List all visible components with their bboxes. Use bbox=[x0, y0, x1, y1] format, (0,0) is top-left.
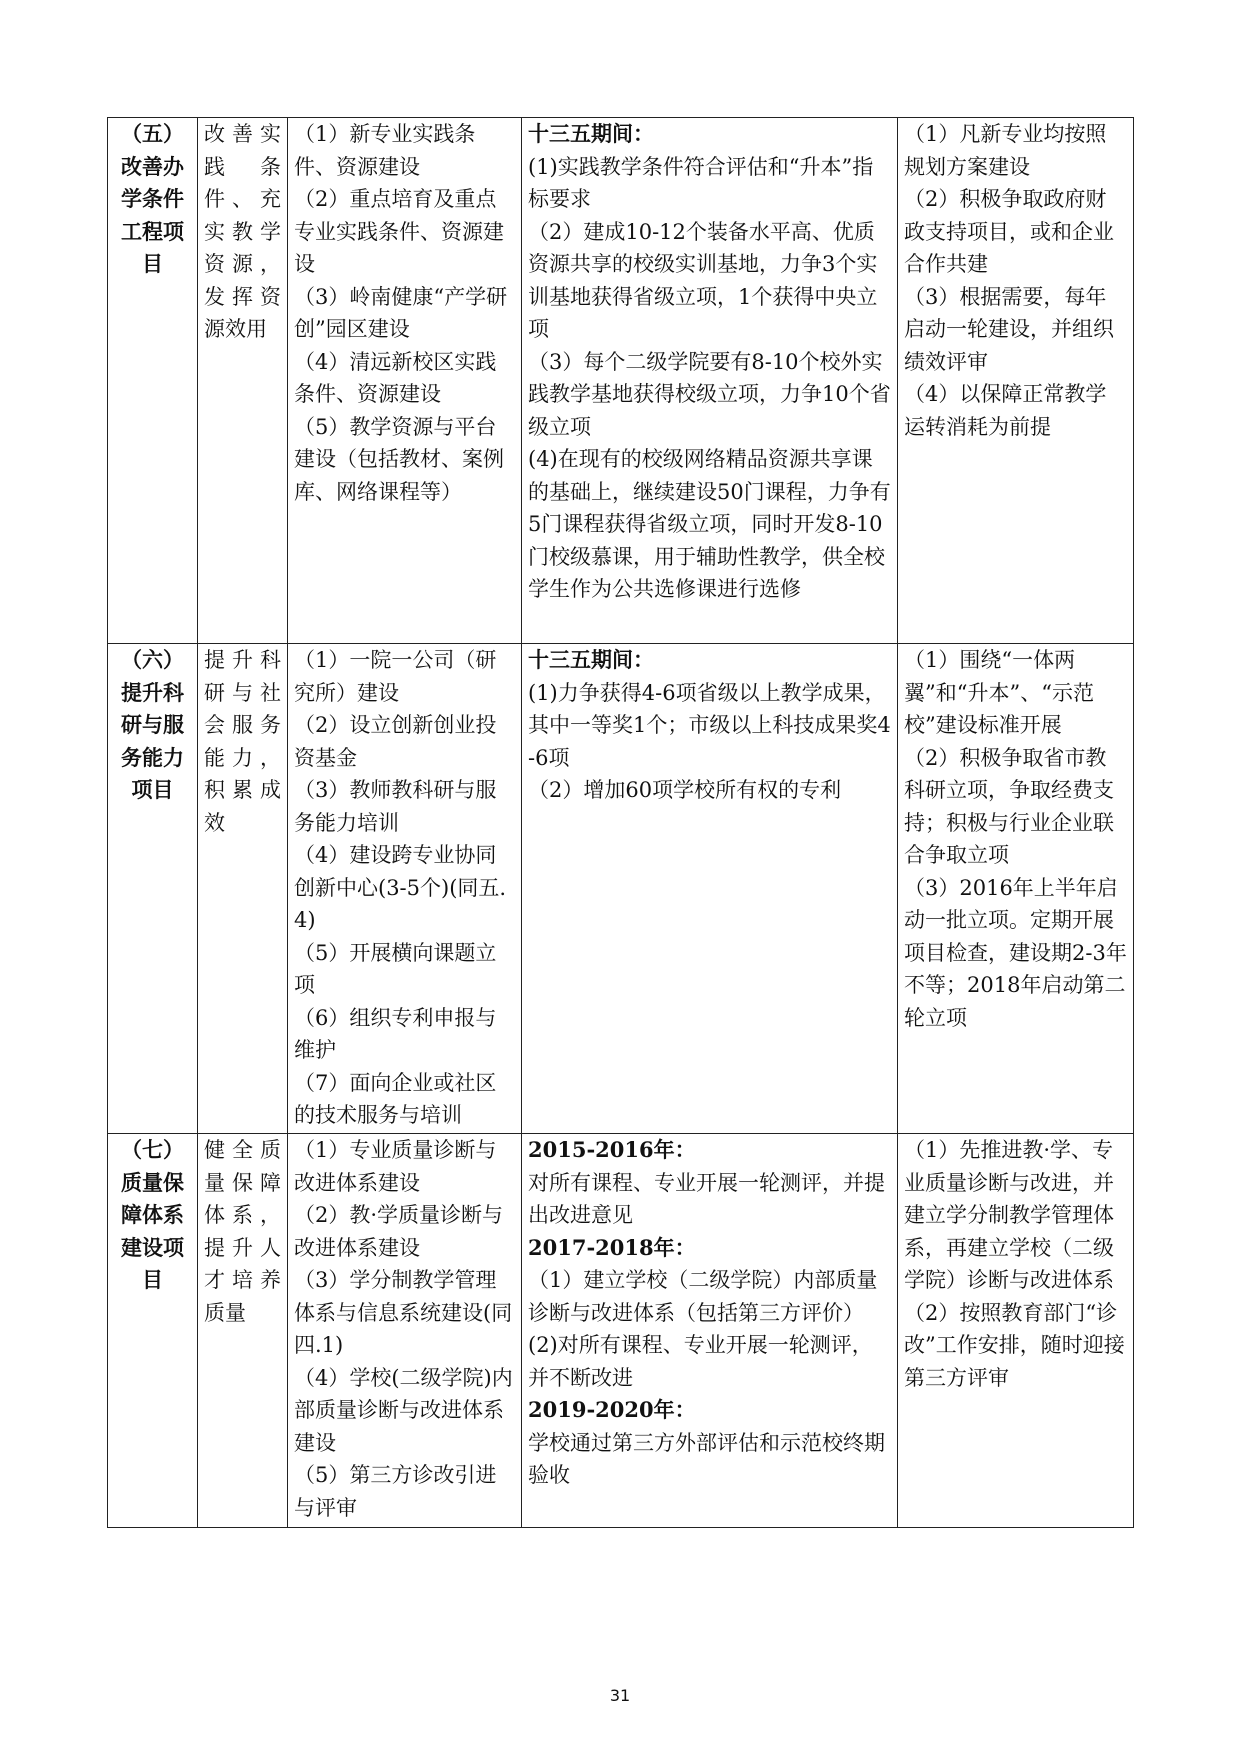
list-item: （5）教学资源与平台建设（包括教材、案例库、网络课程等） bbox=[294, 414, 504, 504]
list-item: （5）第三方诊改引进与评审 bbox=[294, 1463, 497, 1520]
list-item: （4）建设跨专业协同创新中心(3-5个)(同五.4) bbox=[294, 843, 507, 932]
list-item: 对所有课程、专业开展一轮测评，并提出改进意见 bbox=[528, 1170, 885, 1227]
project-items bbox=[288, 1134, 522, 1528]
table-row bbox=[108, 118, 1134, 644]
list-item: （2）教·学质量诊断与改进体系建设 bbox=[294, 1203, 504, 1260]
project-table bbox=[107, 117, 1134, 1528]
list-item: (4)在现有的校级网络精品资源共享课的基础上，继续建设50门课程，力争有5门课程获得省级立项，同时开发8-10门校级慕课，用于辅助性教学，供全校学生作为公共选修课进行选修 bbox=[528, 447, 891, 601]
project-measures bbox=[898, 644, 1134, 1134]
project-items bbox=[288, 644, 522, 1134]
list-item: (2)对所有课程、专业开展一轮测评，并不断改进 bbox=[528, 1333, 873, 1390]
project-measures bbox=[898, 1134, 1134, 1528]
project-measures bbox=[898, 118, 1134, 644]
list-item: （5）开展横向课题立项 bbox=[294, 940, 497, 997]
project-targets bbox=[522, 1134, 898, 1528]
project-name: （六）提升科研与服务能力项目 bbox=[108, 644, 198, 1134]
list-item: （1）新专业实践条件、资源建设 bbox=[294, 122, 476, 179]
project-targets bbox=[522, 118, 898, 644]
list-item: （4）学校(二级学院)内部质量诊断与改进体系建设 bbox=[294, 1365, 513, 1455]
project-goal: 改善实践条件、充实教学资源，发挥资源效用 bbox=[198, 118, 288, 644]
page-number: 31 bbox=[609, 1686, 631, 1705]
list-item: （2）积极争取政府财政支持项目，或和企业合作共建 bbox=[904, 187, 1114, 276]
list-item: （2）增加60项学校所有权的专利 bbox=[528, 778, 842, 802]
list-item: （1）凡新专业均按照规划方案建设 bbox=[904, 122, 1107, 179]
list-item: （1）围绕“一体两翼”和“升本”、“示范校”建设标准开展 bbox=[904, 648, 1094, 737]
list-item: （1）一院一公司（研究所）建设 bbox=[294, 648, 497, 705]
project-targets bbox=[522, 644, 898, 1134]
table-row bbox=[108, 1134, 1134, 1528]
list-item: （2）按照教育部门“诊改”工作安排，随时迎接第三方评审 bbox=[904, 1300, 1125, 1390]
list-item: （3）学分制教学管理体系与信息系统建设(同四.1) bbox=[294, 1268, 513, 1357]
list-item: （1）建立学校（二级学院）内部质量诊断与改进体系（包括第三方评价） bbox=[528, 1268, 878, 1325]
list-item: （4）以保障正常教学运转消耗为前提 bbox=[904, 382, 1107, 439]
list-item: （2）建成10-12个装备水平高、优质资源共享的校级实训基地，力争3个实训基地获得省级立项，1个获得中央立项 bbox=[528, 219, 878, 341]
project-goal: 健全质量保障体系，提升人才培养质量 bbox=[198, 1134, 288, 1528]
list-item: (1)力争获得4-6项省级以上教学成果，其中一等奖1个；市级以上科技成果奖4-6项 bbox=[528, 680, 891, 770]
list-item: （3）根据需要，每年启动一轮建设，并组织绩效评审 bbox=[904, 284, 1114, 374]
list-item: (1)实践教学条件符合评估和“升本”指标要求 bbox=[528, 154, 874, 211]
list-item: （2）重点培育及重点专业实践条件、资源建设 bbox=[294, 187, 504, 276]
list-item: （2）积极争取省市教科研立项，争取经费支持；积极与行业企业联合争取立项 bbox=[904, 745, 1114, 867]
list-item: （3）每个二级学院要有8-10个校外实践教学基地获得校级立项，力争10个省级立项 bbox=[528, 349, 891, 439]
list-item: （6）组织专利申报与维护 bbox=[294, 1005, 497, 1062]
period-heading: 十三五期间： bbox=[528, 121, 654, 146]
project-items bbox=[288, 118, 522, 644]
project-name: （七）质量保障体系建设项目 bbox=[108, 1134, 198, 1528]
list-item: （1）先推进教·学、专业质量诊断与改进，并建立学分制教学管理体系，再建立学校（二级学院）诊断与改进体系 bbox=[904, 1138, 1114, 1292]
list-item: 学校通过第三方外部评估和示范校终期验收 bbox=[528, 1430, 885, 1487]
list-item: （3）岭南健康“产学研创”园区建设 bbox=[294, 284, 508, 341]
table-row bbox=[108, 644, 1134, 1134]
list-item: （4）清远新校区实践条件、资源建设 bbox=[294, 349, 497, 406]
period-heading: 2017-2018年： bbox=[528, 1234, 696, 1260]
period-heading: 十三五期间： bbox=[528, 647, 654, 672]
period-heading: 2019-2020年： bbox=[528, 1397, 696, 1422]
list-item: （1）专业质量诊断与改进体系建设 bbox=[294, 1138, 497, 1195]
list-item: （3）教师教科研与服务能力培训 bbox=[294, 778, 497, 835]
period-heading: 2015-2016年： bbox=[528, 1137, 696, 1162]
project-goal: 提升科研与社会服务能力，积累成效 bbox=[198, 644, 288, 1134]
project-name: （五）改善办学条件工程项目 bbox=[108, 118, 198, 644]
list-item: （2）设立创新创业投资基金 bbox=[294, 713, 497, 770]
list-item: （3）2016年上半年启动一批立项。定期开展项目检查，建设期2-3年不等；2018年启动第二轮立项 bbox=[904, 875, 1127, 1030]
list-item: （7）面向企业或社区的技术服务与培训 bbox=[294, 1070, 497, 1127]
